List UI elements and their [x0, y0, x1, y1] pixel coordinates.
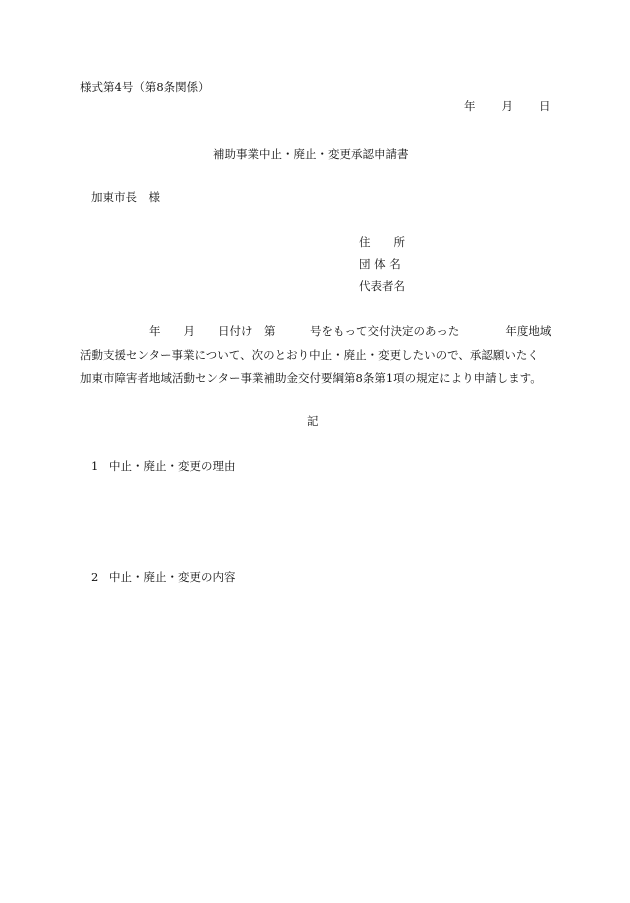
body-line: 加東市障害者地域活動センター事業補助金交付要綱第8条第1項の規定により申請します。 [80, 371, 542, 385]
item-label: 中止・廃止・変更の理由 [109, 459, 236, 473]
applicant-address-label: 住 所 [359, 235, 405, 249]
item-label: 中止・廃止・変更の内容 [109, 570, 236, 584]
date-day: 日 [539, 99, 551, 113]
body-line: 活動支援センター事業について、次のとおり中止・廃止・変更したいので、承認願いたく [80, 347, 539, 362]
date-line [464, 101, 551, 113]
item-content [91, 572, 236, 584]
date-year: 年 [464, 99, 476, 113]
item-number: 2 [91, 570, 99, 584]
ki-heading: 記 [307, 414, 319, 428]
item-reason [91, 461, 236, 473]
form-number: 様式第4号（第8条関係） [80, 80, 210, 94]
body-text [80, 326, 551, 397]
addressee: 加東市長 様 [91, 190, 160, 204]
item-number: 1 [91, 459, 99, 473]
applicant-representative-label: 代表者名 [359, 279, 405, 293]
body-line: 年 月 日付け 第 号をもって交付決定のあった 年度地域 [80, 324, 552, 338]
document-title: 補助事業中止・廃止・変更承認申請書 [213, 147, 409, 161]
applicant-organization-label: 団 体 名 [359, 257, 401, 271]
date-month: 月 [501, 99, 513, 113]
applicant-block [359, 237, 405, 303]
